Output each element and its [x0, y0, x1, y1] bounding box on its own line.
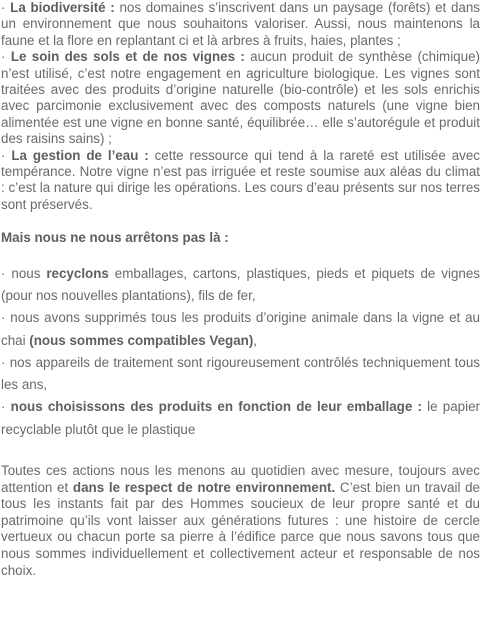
actions-list — [1, 263, 480, 441]
closing-text: C’est bien un travail de tous les instants fait par des Hommes soucieux de leur propre santé et du patrimoine qu’ils vont laisser aux générations futures : une histoire de cercle vertueux ou chacun porte sa pierre à l’édifice parce que nous savons tous que nous sommes individuellement et collectivement acteur et responsable de nos choix. — [1, 479, 480, 578]
recycling-text: emballages, cartons, plastiques, pieds et piquets de vignes (pour nos nouvelles plantations), fils de fer, — [1, 265, 480, 303]
closing-pre: Toutes ces actions nous les menons au quotidien avec mesure, toujours avec attention et — [1, 463, 480, 495]
bullet: · — [1, 49, 11, 65]
biodiversity-title: La biodiversité : — [10, 0, 115, 15]
water-item — [1, 148, 480, 214]
packaging-item — [1, 396, 480, 441]
recycling-item — [1, 263, 480, 308]
bullet: · — [1, 147, 12, 163]
spacer — [1, 441, 480, 463]
spacer — [1, 213, 480, 230]
section-heading — [1, 230, 480, 246]
vegan-text: , — [253, 332, 258, 348]
commitments-list — [1, 0, 480, 213]
section-heading-text: Mais nous ne nous arrêtons pas là : — [1, 229, 229, 245]
water-title: La gestion de l’eau : — [11, 147, 149, 163]
bullet: · — [1, 0, 11, 15]
soil-vines-item — [1, 49, 480, 147]
soil-vines-text: aucun produit de synthèse (chimique) n’est utilisé, c’est notre engagement en agriculture biologique. Les vignes sont traitées avec des produits d’origine naturelle (bio-contrôle) et les sols enrichis avec parcimonie exclusivement avec des composts naturels (une vigne bien alimentée est une vigne en bonne santé, équilibrée… elle s’autorégule et produit des raisins sains) ; — [1, 49, 480, 147]
packaging-bold: nous choisissons des produits en fonction de leur emballage : — [10, 399, 422, 415]
recycling-bold: recyclons — [46, 265, 109, 281]
equipment-item — [1, 352, 480, 397]
spacer — [1, 246, 480, 263]
packaging-text: le papier recyclable plutôt que le plastique — [1, 399, 480, 437]
water-text: cette ressource qui tend à la rareté est utilisée avec tempérance. Notre vigne n’est pas irriguée et reste soumise aux aléas du climat : c’est la nature qui dirige les opérations. Les cours d’eau présents sur nos terres sont préservés. — [1, 147, 480, 212]
closing-paragraph — [1, 463, 480, 579]
recycling-pre: · nous — [1, 265, 47, 281]
biodiversity-item — [1, 0, 480, 49]
closing-bold: dans le respect de notre environnement. — [72, 479, 336, 495]
biodiversity-text: nos domaines s’inscrivent dans un paysage (forêts) et dans un environnement que nous souhaitons valoriser. Aussi, nous maintenons la faune et la flore en replantant ci et là arbres à fruits, haies, plantes ; — [1, 0, 480, 48]
vegan-pre: · nous avons supprimés tous les produits d’origine animale dans la vigne et au chai — [1, 310, 480, 348]
soil-vines-title: Le soin des sols et de nos vignes : — [10, 49, 245, 65]
vegan-item — [1, 307, 480, 352]
equipment-text: · nos appareils de traitement sont rigoureusement contrôlés techniquement tous les ans, — [1, 354, 480, 393]
packaging-pre: · — [1, 399, 11, 415]
vegan-bold: (nous sommes compatibles Vegan) — [29, 332, 254, 348]
